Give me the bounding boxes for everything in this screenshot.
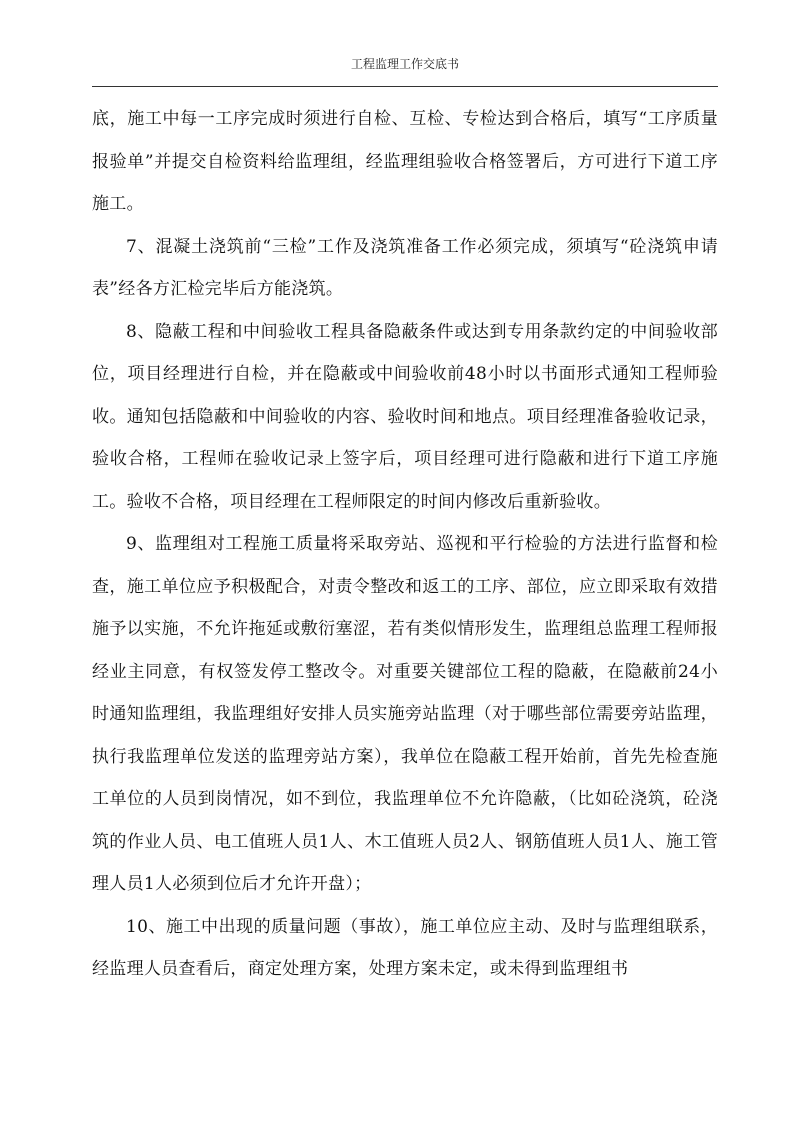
paragraph-item-8: 8、隐蔽工程和中间验收工程具备隐蔽条件或达到专用条款约定的中间验收部位，项目经理进行自检，并在隐蔽或中间验收前48小时以书面形式通知工程师验收。通知包括隐蔽和中间验收的内容、验收时间和地点。项目经理准备验收记录，验收合格，工程师在验收记录上签字后，项目经理可进行隐蔽和进行下道工序施工。验收不合格，项目经理在工程师限定的时间内修改后重新验收。 bbox=[92, 321, 718, 512]
document-body bbox=[92, 98, 718, 991]
paragraph-item-7: 7、混凝土浇筑前“三检”工作及浇筑准备工作必须完成，须填写“砼浇筑申请表”经各方汇检完毕后方能浇筑。 bbox=[92, 236, 718, 299]
paragraph-item-10: 10、施工中出现的质量问题（事故），施工单位应主动、及时与监理组联系，经监理人员查看后，商定处理方案，处理方案未定，或未得到监理组书 bbox=[92, 916, 718, 979]
header-divider bbox=[92, 86, 718, 87]
paragraph-continuation: 底，施工中每一工序完成时须进行自检、互检、专检达到合格后，填写“工序质量报验单”并提交自检资料给监理组，经监理组验收合格签署后，方可进行下道工序施工。 bbox=[92, 109, 718, 214]
paragraph-item-9: 9、监理组对工程施工质量将采取旁站、巡视和平行检验的方法进行监督和检查，施工单位应予积极配合，对责令整改和返工的工序、部位，应立即采取有效措施予以实施，不允许拖延或敷衍塞涩，若有类似情形发生，监理组总监理工程师报经业主同意，有权签发停工整改令。对重要关键部位工程的隐蔽，在隐蔽前24小时通知监理组，我监理组好安排人员实施旁站监理（对于哪些部位需要旁站监理，执行我监理单位发送的监理旁站方案），我单位在隐蔽工程开始前，首先先检查施工单位的人员到岗情况，如不到位，我监理单位不允许隐蔽，（比如砼浇筑，砼浇筑的作业人员、电工值班人员1人、木工值班人员2人、钢筋值班人员1人、施工管理人员1人必须到位后才允许开盘）； bbox=[92, 534, 718, 894]
page-header-title: 工程监理工作交底书 bbox=[350, 57, 459, 71]
